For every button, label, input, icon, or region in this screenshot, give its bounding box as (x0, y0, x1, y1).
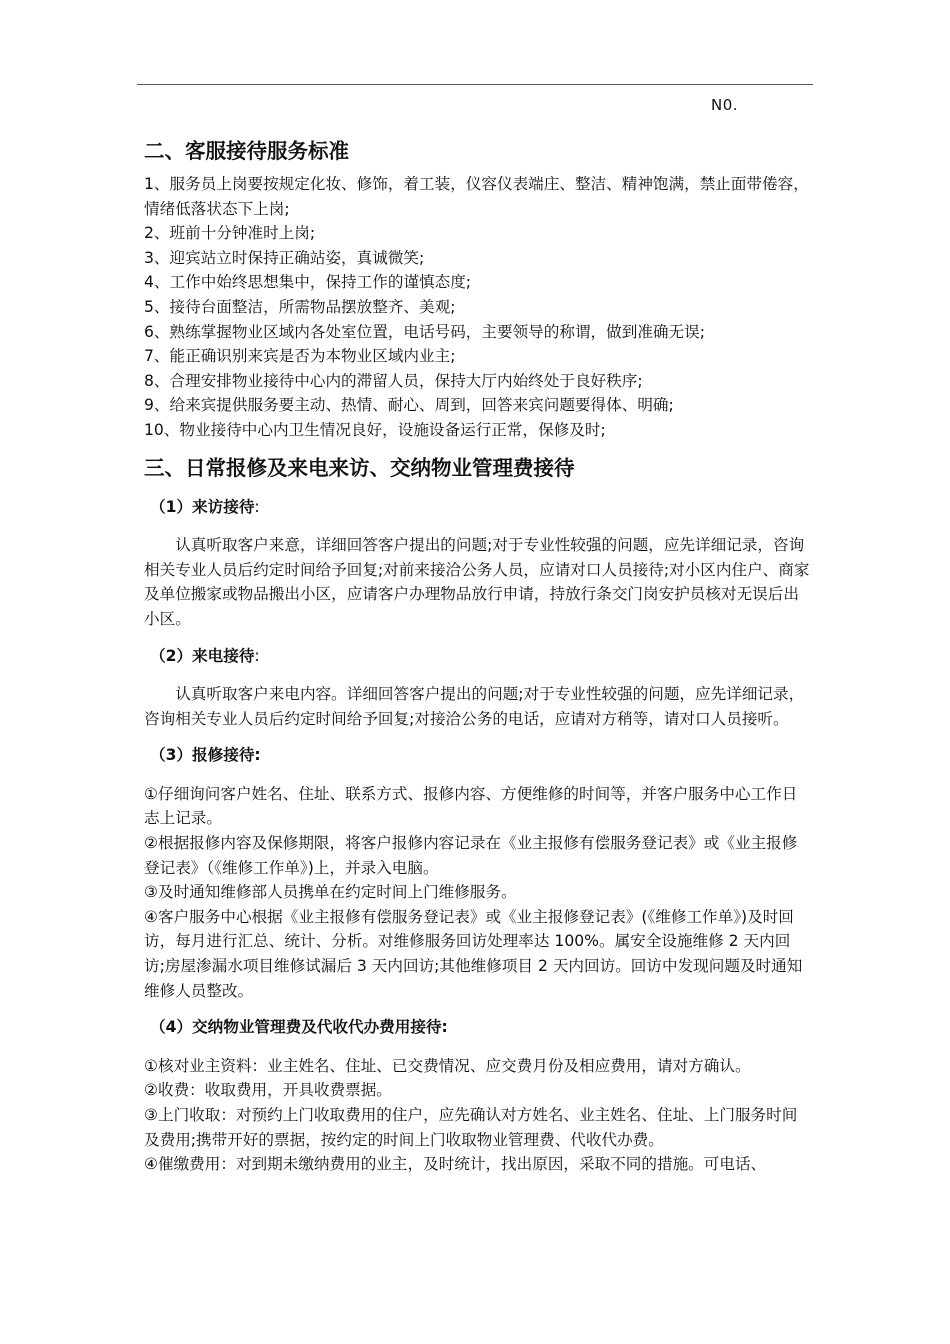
subsection-heading-text: （1）来访接待 (150, 497, 255, 516)
header-rule (137, 84, 813, 85)
list-item: ①仔细询问客户姓名、住址、联系方式、报修内容、方便维修的时间等，并客户服务中心工作日志上记录。 (144, 784, 798, 828)
list-item: 8、合理安排物业接待中心内的滞留人员，保持大厅内始终处于良好秩序; (144, 371, 643, 390)
fee-list (144, 1054, 810, 1177)
heading-colon: : (254, 497, 260, 516)
subsection-visit-heading (144, 495, 810, 520)
list-item: 3、迎宾站立时保持正确站姿，真诚微笑; (144, 248, 425, 267)
document-body (144, 134, 810, 1177)
subsection-heading-text: （2）来电接待 (150, 646, 255, 665)
list-item: 7、能正确识别来宾是否为本物业区域内业主; (144, 347, 456, 366)
subsection-call-heading (144, 644, 810, 669)
list-item: 4、工作中始终思想集中，保持工作的谨慎态度; (144, 273, 472, 292)
list-item: 10、物业接待中心内卫生情况良好，设施设备运行正常，保修及时; (144, 420, 606, 439)
section-2-title: 二、客服接待服务标准 (144, 139, 349, 163)
visit-paragraph: 认真听取客户来意，详细回答客户提出的问题;对于专业性较强的问题，应先详细记录，咨询相关专业人员后约定时间给予回复;对前来接洽公务人员，应请对口人员接待;对小区内住户、商家及单位搬家或物品搬出小区，应请客户办理物品放行申请，持放行条交门岗安护员核对无误后出小区。 (144, 536, 810, 628)
heading-colon: : (254, 646, 260, 665)
section-3-title: 三、日常报修及来电来访、交纳物业管理费接待 (144, 455, 575, 480)
list-item: 5、接待台面整洁，所需物品摆放整齐、美观; (144, 297, 456, 316)
list-item: 1、服务员上岗要按规定化妆、修饰，着工装，仪容仪表端庄、整洁、精神饱满，禁止面带倦容，情绪低落状态下上岗; (144, 175, 809, 218)
list-item: 9、给来宾提供服务要主动、热情、耐心、周到，回答来宾问题要得体、明确; (144, 396, 674, 415)
page-number: N0. (711, 96, 739, 114)
section-2-list (144, 172, 810, 443)
subsection-repair-heading: （3）报修接待: (150, 746, 261, 765)
repair-list (144, 782, 810, 1003)
list-item: 6、熟练掌握物业区域内各处室位置，电话号码，主要领导的称谓，做到准确无误; (144, 322, 705, 341)
list-item: ④客户服务中心根据《业主报修有偿服务登记表》或《业主报修登记表》(《维修工作单》)及时回访，每月进行汇总、统计、分析。对维修服务回访处理率达 100%。属安全设施维修 2 天内回访;房屋渗漏水项目维修试漏后 3 天内回访;其他维修项目 2 天内回访。回访中发现问题及时通知维修人员整改。 (144, 907, 803, 1000)
list-item: ③及时通知维修部人员携单在约定时间上门维修服务。 (144, 883, 517, 902)
list-item: ①核对业主资料：业主姓名、住址、已交费情况、应交费月份及相应费用，请对方确认。 (144, 1056, 751, 1075)
call-paragraph: 认真听取客户来电内容。详细回答客户提出的问题;对于专业性较强的问题，应先详细记录，咨询相关专业人员后约定时间给予回复;对接洽公务的电话，应请对方稍等，请对口人员接听。 (144, 685, 805, 728)
subsection-fee-heading: （4）交纳物业管理费及代收代办费用接待: (150, 1018, 448, 1037)
list-item: ④催缴费用：对到期未缴纳费用的业主，及时统计，找出原因，采取不同的措施。可电话、 (144, 1155, 767, 1174)
list-item: ②收费：收取费用，开具收费票据。 (144, 1081, 392, 1100)
list-item: 2、班前十分钟准时上岗; (144, 224, 316, 243)
list-item: ②根据报修内容及保修期限，将客户报修内容记录在《业主报修有偿服务登记表》或《业主报修登记表》（《维修工作单》)上，并录入电脑。 (144, 834, 798, 877)
list-item: ③上门收取：对预约上门收取费用的住户，应先确认对方姓名、业主姓名、住址、上门服务时间及费用;携带开好的票据，按约定的时间上门收取物业管理费、代收代办费。 (144, 1106, 798, 1149)
